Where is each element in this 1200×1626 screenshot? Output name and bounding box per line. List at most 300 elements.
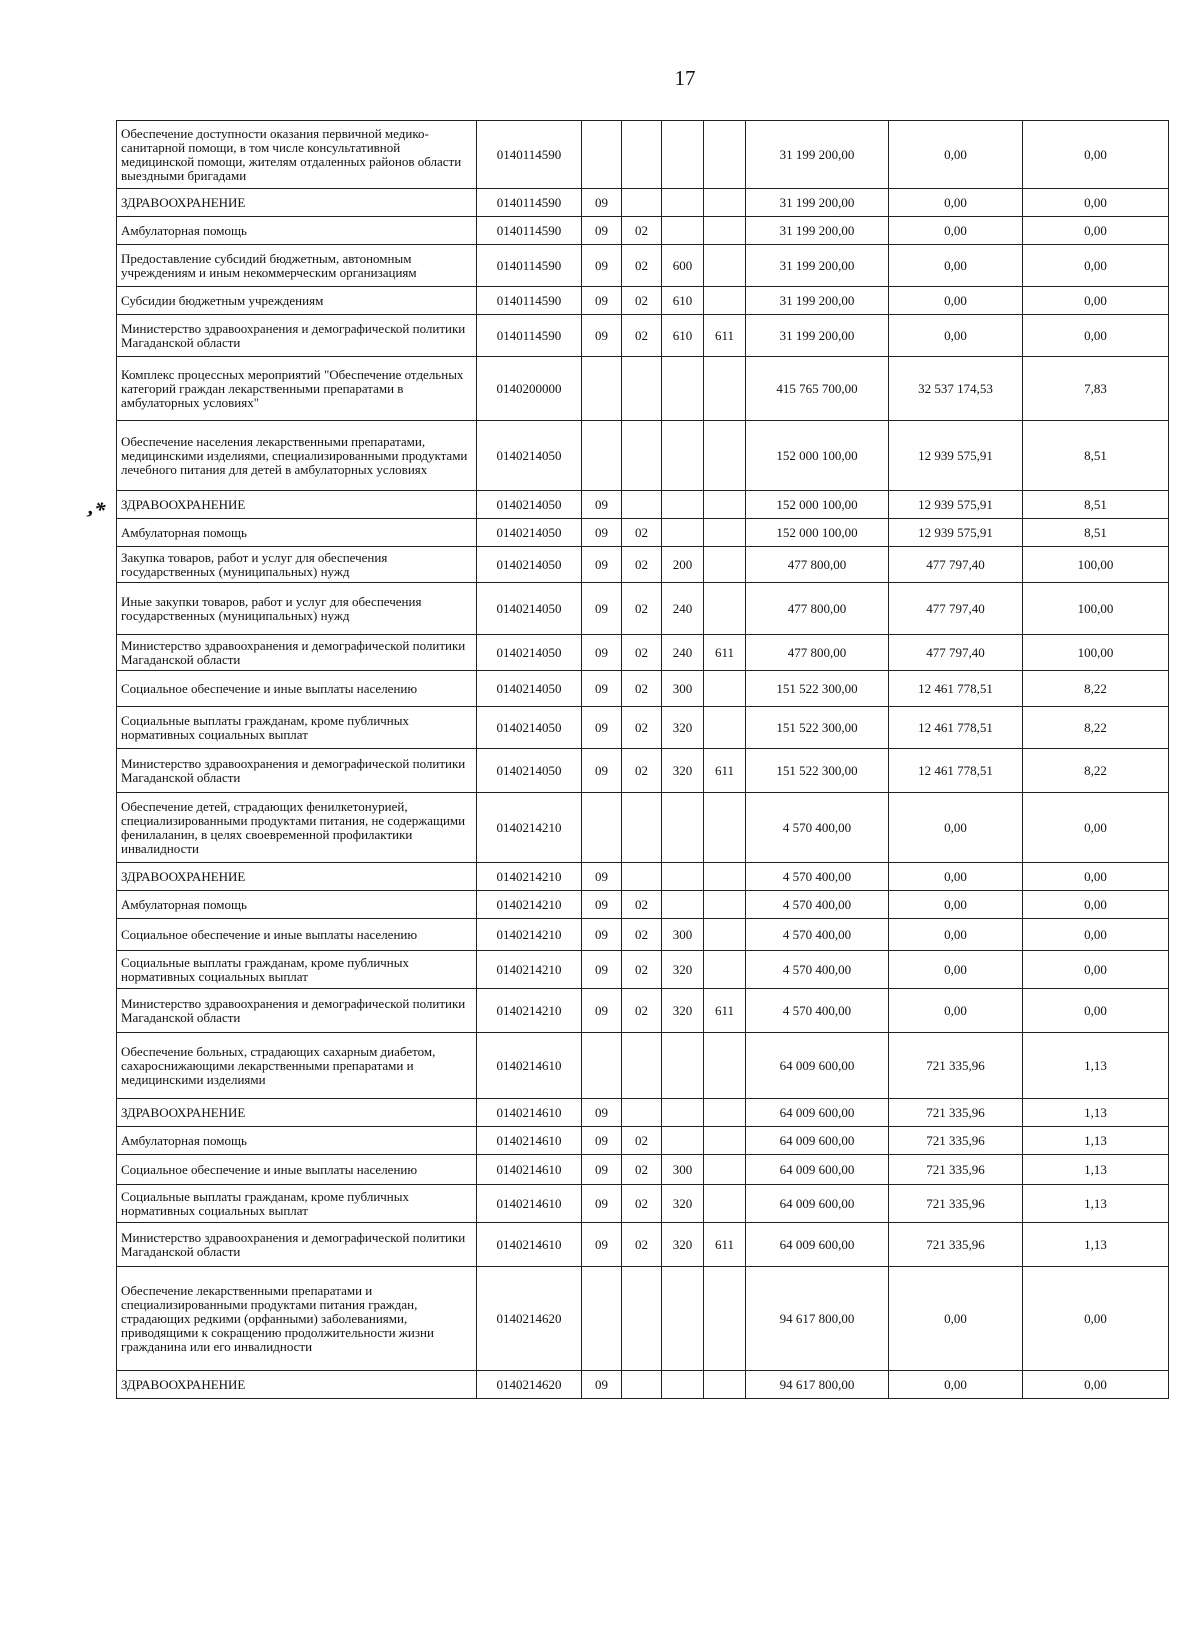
- row-expense-type: 320: [662, 989, 704, 1033]
- row-execution-percent: 8,51: [1023, 421, 1169, 491]
- row-executed-amount: 0,00: [889, 891, 1023, 919]
- row-target-article: 0140214210: [477, 989, 582, 1033]
- row-execution-percent: 7,83: [1023, 357, 1169, 421]
- row-name: ЗДРАВООХРАНЕНИЕ: [117, 863, 477, 891]
- row-section: 09: [582, 583, 622, 635]
- row-chief-manager: [704, 189, 746, 217]
- row-expense-type: 320: [662, 951, 704, 989]
- row-planned-amount: 64 009 600,00: [746, 1099, 889, 1127]
- row-name: ЗДРАВООХРАНЕНИЕ: [117, 1371, 477, 1399]
- row-section: [582, 1267, 622, 1371]
- row-executed-amount: 0,00: [889, 245, 1023, 287]
- table-row: [117, 315, 1169, 357]
- row-name: ЗДРАВООХРАНЕНИЕ: [117, 189, 477, 217]
- row-subsection: [622, 863, 662, 891]
- row-section: 09: [582, 547, 622, 583]
- row-executed-amount: 721 335,96: [889, 1127, 1023, 1155]
- row-execution-percent: 1,13: [1023, 1155, 1169, 1185]
- row-chief-manager: [704, 863, 746, 891]
- row-section: 09: [582, 863, 622, 891]
- row-planned-amount: 64 009 600,00: [746, 1033, 889, 1099]
- row-expense-type: [662, 121, 704, 189]
- row-section: 09: [582, 891, 622, 919]
- table-body: [117, 121, 1169, 1399]
- row-execution-percent: 0,00: [1023, 951, 1169, 989]
- row-chief-manager: [704, 1155, 746, 1185]
- row-target-article: 0140114590: [477, 121, 582, 189]
- row-target-article: 0140214050: [477, 547, 582, 583]
- row-name: Предоставление субсидий бюджетным, автономным учреждениям и иным некоммерческим организациям: [117, 245, 477, 287]
- table-row: [117, 1185, 1169, 1223]
- row-target-article: 0140200000: [477, 357, 582, 421]
- table-row: [117, 1099, 1169, 1127]
- table-row: [117, 287, 1169, 315]
- row-execution-percent: 1,13: [1023, 1127, 1169, 1155]
- row-name: Амбулаторная помощь: [117, 519, 477, 547]
- row-section: [582, 793, 622, 863]
- row-expense-type: 320: [662, 707, 704, 749]
- row-planned-amount: 477 800,00: [746, 635, 889, 671]
- row-executed-amount: 0,00: [889, 951, 1023, 989]
- row-planned-amount: 64 009 600,00: [746, 1155, 889, 1185]
- row-execution-percent: 0,00: [1023, 245, 1169, 287]
- row-section: 09: [582, 1223, 622, 1267]
- row-expense-type: 610: [662, 315, 704, 357]
- row-name: Обеспечение детей, страдающих фенилкетонурией, специализированными продуктами питания, не содержащими фенилаланин, в целях своевременной профилактики инвалидности: [117, 793, 477, 863]
- row-target-article: 0140214610: [477, 1185, 582, 1223]
- table-row: [117, 793, 1169, 863]
- row-subsection: 02: [622, 583, 662, 635]
- row-expense-type: 320: [662, 1185, 704, 1223]
- table-row: [117, 749, 1169, 793]
- row-chief-manager: [704, 421, 746, 491]
- row-subsection: [622, 491, 662, 519]
- row-subsection: 02: [622, 287, 662, 315]
- row-target-article: 0140114590: [477, 217, 582, 245]
- row-target-article: 0140214050: [477, 421, 582, 491]
- row-planned-amount: 64 009 600,00: [746, 1185, 889, 1223]
- row-name: Министерство здравоохранения и демографической политики Магаданской области: [117, 635, 477, 671]
- row-expense-type: [662, 1099, 704, 1127]
- table-row: [117, 1223, 1169, 1267]
- row-subsection: 02: [622, 519, 662, 547]
- row-subsection: [622, 793, 662, 863]
- row-name: Иные закупки товаров, работ и услуг для обеспечения государственных (муниципальных) нужд: [117, 583, 477, 635]
- row-chief-manager: [704, 793, 746, 863]
- row-planned-amount: 151 522 300,00: [746, 671, 889, 707]
- row-chief-manager: [704, 547, 746, 583]
- row-executed-amount: 0,00: [889, 1371, 1023, 1399]
- table-row: [117, 357, 1169, 421]
- row-expense-type: 320: [662, 1223, 704, 1267]
- table-row: [117, 217, 1169, 245]
- row-execution-percent: 8,22: [1023, 707, 1169, 749]
- row-target-article: 0140214210: [477, 793, 582, 863]
- row-executed-amount: 12 939 575,91: [889, 491, 1023, 519]
- row-subsection: 02: [622, 1155, 662, 1185]
- table-row: [117, 1033, 1169, 1099]
- row-execution-percent: 1,13: [1023, 1223, 1169, 1267]
- row-section: 09: [582, 989, 622, 1033]
- row-executed-amount: 477 797,40: [889, 635, 1023, 671]
- row-subsection: 02: [622, 919, 662, 951]
- row-subsection: 02: [622, 547, 662, 583]
- row-section: 09: [582, 635, 622, 671]
- row-chief-manager: [704, 919, 746, 951]
- row-chief-manager: [704, 671, 746, 707]
- row-subsection: 02: [622, 1223, 662, 1267]
- row-subsection: 02: [622, 671, 662, 707]
- row-execution-percent: 1,13: [1023, 1099, 1169, 1127]
- row-target-article: 0140214050: [477, 707, 582, 749]
- row-name: Социальные выплаты гражданам, кроме публичных нормативных социальных выплат: [117, 707, 477, 749]
- row-chief-manager: [704, 491, 746, 519]
- row-target-article: 0140214620: [477, 1371, 582, 1399]
- row-execution-percent: 0,00: [1023, 287, 1169, 315]
- row-expense-type: [662, 491, 704, 519]
- row-expense-type: [662, 891, 704, 919]
- row-executed-amount: 12 461 778,51: [889, 671, 1023, 707]
- row-name: ЗДРАВООХРАНЕНИЕ: [117, 1099, 477, 1127]
- row-section: 09: [582, 245, 622, 287]
- row-expense-type: 320: [662, 749, 704, 793]
- row-name: Обеспечение населения лекарственными препаратами, медицинскими изделиями, специализированными продуктами лечебного питания для детей в амбулаторных условиях: [117, 421, 477, 491]
- row-section: 09: [582, 749, 622, 793]
- row-execution-percent: 100,00: [1023, 547, 1169, 583]
- row-subsection: 02: [622, 989, 662, 1033]
- row-subsection: 02: [622, 891, 662, 919]
- row-section: [582, 121, 622, 189]
- row-target-article: 0140214610: [477, 1127, 582, 1155]
- row-name: Обеспечение лекарственными препаратами и специализированными продуктами питания граждан, страдающих редкими (орфанными) заболеваниями, приводящими к сокращению продолжительности жизни гражданина или его инвалидности: [117, 1267, 477, 1371]
- row-name: Обеспечение больных, страдающих сахарным диабетом, сахароснижающими лекарственными препаратами и медицинскими изделиями: [117, 1033, 477, 1099]
- row-target-article: 0140214050: [477, 749, 582, 793]
- row-chief-manager: [704, 1033, 746, 1099]
- row-planned-amount: 152 000 100,00: [746, 519, 889, 547]
- row-section: 09: [582, 919, 622, 951]
- row-planned-amount: 151 522 300,00: [746, 707, 889, 749]
- table-row: [117, 421, 1169, 491]
- row-planned-amount: 64 009 600,00: [746, 1127, 889, 1155]
- row-section: 09: [582, 951, 622, 989]
- row-section: 09: [582, 1099, 622, 1127]
- row-name: Амбулаторная помощь: [117, 1127, 477, 1155]
- table-row: [117, 121, 1169, 189]
- row-subsection: 02: [622, 635, 662, 671]
- row-expense-type: [662, 1127, 704, 1155]
- row-execution-percent: 0,00: [1023, 863, 1169, 891]
- row-execution-percent: 0,00: [1023, 1267, 1169, 1371]
- row-execution-percent: 8,22: [1023, 671, 1169, 707]
- row-execution-percent: 100,00: [1023, 583, 1169, 635]
- row-subsection: [622, 1099, 662, 1127]
- row-executed-amount: 12 461 778,51: [889, 749, 1023, 793]
- row-chief-manager: 611: [704, 749, 746, 793]
- row-section: 09: [582, 189, 622, 217]
- row-planned-amount: 31 199 200,00: [746, 121, 889, 189]
- row-chief-manager: [704, 1127, 746, 1155]
- row-planned-amount: 31 199 200,00: [746, 287, 889, 315]
- row-target-article: 0140114590: [477, 245, 582, 287]
- table-row: [117, 919, 1169, 951]
- row-chief-manager: [704, 1099, 746, 1127]
- row-execution-percent: 0,00: [1023, 1371, 1169, 1399]
- row-executed-amount: 477 797,40: [889, 583, 1023, 635]
- row-planned-amount: 477 800,00: [746, 583, 889, 635]
- row-expense-type: 200: [662, 547, 704, 583]
- row-planned-amount: 415 765 700,00: [746, 357, 889, 421]
- table-row: [117, 189, 1169, 217]
- row-chief-manager: [704, 707, 746, 749]
- row-executed-amount: 0,00: [889, 919, 1023, 951]
- row-execution-percent: 8,51: [1023, 519, 1169, 547]
- row-planned-amount: 94 617 800,00: [746, 1371, 889, 1399]
- row-target-article: 0140114590: [477, 287, 582, 315]
- row-chief-manager: 611: [704, 315, 746, 357]
- row-planned-amount: 31 199 200,00: [746, 189, 889, 217]
- row-chief-manager: [704, 951, 746, 989]
- row-execution-percent: 0,00: [1023, 121, 1169, 189]
- row-section: 09: [582, 217, 622, 245]
- row-target-article: 0140214610: [477, 1033, 582, 1099]
- row-chief-manager: [704, 287, 746, 315]
- row-target-article: 0140214210: [477, 951, 582, 989]
- row-executed-amount: 721 335,96: [889, 1033, 1023, 1099]
- row-subsection: 02: [622, 315, 662, 357]
- row-name: Социальное обеспечение и иные выплаты населению: [117, 1155, 477, 1185]
- row-planned-amount: 152 000 100,00: [746, 491, 889, 519]
- row-execution-percent: 0,00: [1023, 891, 1169, 919]
- row-name: Социальное обеспечение и иные выплаты населению: [117, 671, 477, 707]
- row-executed-amount: 721 335,96: [889, 1099, 1023, 1127]
- table-row: [117, 951, 1169, 989]
- row-target-article: 0140214210: [477, 891, 582, 919]
- budget-execution-table: [116, 120, 1169, 1399]
- row-name: Министерство здравоохранения и демографической политики Магаданской области: [117, 989, 477, 1033]
- row-executed-amount: 0,00: [889, 793, 1023, 863]
- row-execution-percent: 1,13: [1023, 1033, 1169, 1099]
- table-row: [117, 491, 1169, 519]
- row-section: 09: [582, 1155, 622, 1185]
- row-chief-manager: [704, 583, 746, 635]
- table-row: [117, 583, 1169, 635]
- row-planned-amount: 152 000 100,00: [746, 421, 889, 491]
- row-subsection: 02: [622, 951, 662, 989]
- row-expense-type: 240: [662, 635, 704, 671]
- row-name: Комплекс процессных мероприятий "Обеспечение отдельных категорий граждан лекарственными препаратами в амбулаторных условиях": [117, 357, 477, 421]
- row-name: Социальные выплаты гражданам, кроме публичных нормативных социальных выплат: [117, 951, 477, 989]
- row-subsection: 02: [622, 1185, 662, 1223]
- row-target-article: 0140214050: [477, 635, 582, 671]
- row-executed-amount: 0,00: [889, 989, 1023, 1033]
- row-section: 09: [582, 315, 622, 357]
- table-row: [117, 1155, 1169, 1185]
- row-planned-amount: 4 570 400,00: [746, 863, 889, 891]
- row-chief-manager: [704, 891, 746, 919]
- row-planned-amount: 4 570 400,00: [746, 891, 889, 919]
- row-chief-manager: 611: [704, 989, 746, 1033]
- row-target-article: 0140114590: [477, 315, 582, 357]
- table-row: [117, 1371, 1169, 1399]
- row-planned-amount: 31 199 200,00: [746, 217, 889, 245]
- row-expense-type: [662, 421, 704, 491]
- table-row: [117, 863, 1169, 891]
- row-target-article: 0140214210: [477, 919, 582, 951]
- row-target-article: 0140214050: [477, 583, 582, 635]
- row-executed-amount: 721 335,96: [889, 1223, 1023, 1267]
- row-executed-amount: 0,00: [889, 1267, 1023, 1371]
- row-planned-amount: 4 570 400,00: [746, 951, 889, 989]
- row-section: 09: [582, 1127, 622, 1155]
- row-chief-manager: [704, 357, 746, 421]
- row-section: [582, 421, 622, 491]
- row-subsection: [622, 189, 662, 217]
- row-expense-type: [662, 793, 704, 863]
- row-name: Субсидии бюджетным учреждениям: [117, 287, 477, 315]
- row-subsection: 02: [622, 1127, 662, 1155]
- row-name: Министерство здравоохранения и демографической политики Магаданской области: [117, 749, 477, 793]
- table-row: [117, 547, 1169, 583]
- row-chief-manager: [704, 245, 746, 287]
- row-name: Обеспечение доступности оказания первичной медико-санитарной помощи, в том числе консультативной медицинской помощи, жителям отдаленных районов области выездными бригадами: [117, 121, 477, 189]
- row-subsection: 02: [622, 245, 662, 287]
- row-planned-amount: 31 199 200,00: [746, 245, 889, 287]
- row-section: 09: [582, 491, 622, 519]
- row-chief-manager: [704, 1267, 746, 1371]
- table-row: [117, 891, 1169, 919]
- row-executed-amount: 0,00: [889, 217, 1023, 245]
- row-executed-amount: 12 461 778,51: [889, 707, 1023, 749]
- table-row: [117, 1267, 1169, 1371]
- row-expense-type: [662, 189, 704, 217]
- row-subsection: [622, 1267, 662, 1371]
- table-row: [117, 635, 1169, 671]
- row-execution-percent: 100,00: [1023, 635, 1169, 671]
- row-chief-manager: [704, 1185, 746, 1223]
- row-target-article: 0140214050: [477, 519, 582, 547]
- row-target-article: 0140214610: [477, 1155, 582, 1185]
- table-row: [117, 989, 1169, 1033]
- row-expense-type: [662, 1371, 704, 1399]
- row-section: 09: [582, 671, 622, 707]
- row-expense-type: [662, 1033, 704, 1099]
- row-chief-manager: [704, 519, 746, 547]
- row-target-article: 0140214610: [477, 1223, 582, 1267]
- row-subsection: 02: [622, 749, 662, 793]
- row-name: Амбулаторная помощь: [117, 217, 477, 245]
- row-expense-type: [662, 863, 704, 891]
- row-expense-type: [662, 357, 704, 421]
- row-expense-type: [662, 217, 704, 245]
- stray-scan-mark: ,*: [85, 494, 110, 523]
- row-target-article: 0140214050: [477, 491, 582, 519]
- table-row: [117, 519, 1169, 547]
- row-name: Амбулаторная помощь: [117, 891, 477, 919]
- row-name: Социальное обеспечение и иные выплаты населению: [117, 919, 477, 951]
- row-executed-amount: 477 797,40: [889, 547, 1023, 583]
- row-name: ЗДРАВООХРАНЕНИЕ: [117, 491, 477, 519]
- row-section: [582, 357, 622, 421]
- row-executed-amount: 721 335,96: [889, 1155, 1023, 1185]
- row-section: 09: [582, 707, 622, 749]
- row-execution-percent: 0,00: [1023, 793, 1169, 863]
- row-section: 09: [582, 519, 622, 547]
- row-chief-manager: [704, 1371, 746, 1399]
- table-row: [117, 245, 1169, 287]
- row-target-article: 0140214620: [477, 1267, 582, 1371]
- row-chief-manager: 611: [704, 1223, 746, 1267]
- row-execution-percent: 0,00: [1023, 189, 1169, 217]
- row-subsection: [622, 421, 662, 491]
- row-name: Министерство здравоохранения и демографической политики Магаданской области: [117, 1223, 477, 1267]
- row-execution-percent: 0,00: [1023, 919, 1169, 951]
- row-execution-percent: 8,51: [1023, 491, 1169, 519]
- row-target-article: 0140214210: [477, 863, 582, 891]
- row-execution-percent: 0,00: [1023, 217, 1169, 245]
- row-subsection: 02: [622, 707, 662, 749]
- row-expense-type: 300: [662, 671, 704, 707]
- row-execution-percent: 8,22: [1023, 749, 1169, 793]
- row-target-article: 0140114590: [477, 189, 582, 217]
- row-expense-type: [662, 519, 704, 547]
- page-number: 17: [674, 66, 696, 90]
- row-section: [582, 1033, 622, 1099]
- row-name: Закупка товаров, работ и услуг для обеспечения государственных (муниципальных) нужд: [117, 547, 477, 583]
- row-chief-manager: [704, 217, 746, 245]
- row-planned-amount: 31 199 200,00: [746, 315, 889, 357]
- row-executed-amount: 12 939 575,91: [889, 519, 1023, 547]
- row-expense-type: [662, 1267, 704, 1371]
- row-name: Министерство здравоохранения и демографической политики Магаданской области: [117, 315, 477, 357]
- row-section: 09: [582, 1371, 622, 1399]
- table-row: [117, 671, 1169, 707]
- row-planned-amount: 4 570 400,00: [746, 919, 889, 951]
- row-section: 09: [582, 1185, 622, 1223]
- row-expense-type: 610: [662, 287, 704, 315]
- row-expense-type: 300: [662, 1155, 704, 1185]
- row-planned-amount: 477 800,00: [746, 547, 889, 583]
- row-planned-amount: 4 570 400,00: [746, 793, 889, 863]
- row-chief-manager: [704, 121, 746, 189]
- row-target-article: 0140214050: [477, 671, 582, 707]
- row-expense-type: 300: [662, 919, 704, 951]
- row-chief-manager: 611: [704, 635, 746, 671]
- row-name: Социальные выплаты гражданам, кроме публичных нормативных социальных выплат: [117, 1185, 477, 1223]
- row-subsection: [622, 1033, 662, 1099]
- row-executed-amount: 0,00: [889, 315, 1023, 357]
- row-expense-type: 240: [662, 583, 704, 635]
- row-target-article: 0140214610: [477, 1099, 582, 1127]
- row-executed-amount: 12 939 575,91: [889, 421, 1023, 491]
- row-executed-amount: 32 537 174,53: [889, 357, 1023, 421]
- row-executed-amount: 0,00: [889, 863, 1023, 891]
- row-subsection: [622, 357, 662, 421]
- row-subsection: [622, 1371, 662, 1399]
- row-subsection: 02: [622, 217, 662, 245]
- row-execution-percent: 0,00: [1023, 989, 1169, 1033]
- row-execution-percent: 1,13: [1023, 1185, 1169, 1223]
- table-row: [117, 1127, 1169, 1155]
- row-section: 09: [582, 287, 622, 315]
- row-executed-amount: 721 335,96: [889, 1185, 1023, 1223]
- row-executed-amount: 0,00: [889, 121, 1023, 189]
- row-planned-amount: 64 009 600,00: [746, 1223, 889, 1267]
- row-planned-amount: 94 617 800,00: [746, 1267, 889, 1371]
- row-execution-percent: 0,00: [1023, 315, 1169, 357]
- row-expense-type: 600: [662, 245, 704, 287]
- row-planned-amount: 151 522 300,00: [746, 749, 889, 793]
- row-subsection: [622, 121, 662, 189]
